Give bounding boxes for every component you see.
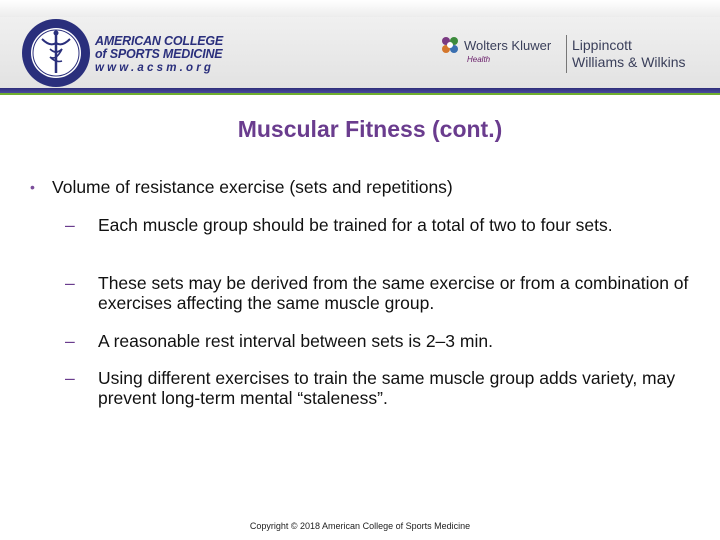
main-bullet-text: Volume of resistance exercise (sets and repetitions): [52, 177, 453, 197]
dash-marker: –: [65, 215, 75, 235]
header-accent-stripe: [0, 93, 720, 95]
acsm-url: www.acsm.org: [95, 62, 215, 74]
logo-divider: [566, 35, 567, 73]
wolters-kluwer-health: Health: [467, 55, 491, 64]
acsm-sports-medicine: SPORTS MEDICINE: [109, 47, 223, 61]
copyright-footer: Copyright © 2018 American College of Sports Medicine: [249, 521, 471, 531]
bullet-marker: •: [30, 179, 35, 195]
header-top-gradient: [0, 0, 720, 17]
acsm-name-line2: [95, 48, 245, 61]
wolters-kluwer-name: Wolters Kluwer: [464, 38, 552, 53]
subpoint-text: Each muscle group should be trained for a total of two to four sets.: [98, 215, 613, 235]
subpoint-text: A reasonable rest interval between sets is 2–3 min.: [98, 331, 493, 351]
dash-marker: –: [65, 273, 75, 293]
dash-marker: –: [65, 331, 75, 351]
lww-line2: Williams & Wilkins: [572, 54, 686, 70]
acsm-name-line1: AMERICAN COLLEGE: [95, 34, 224, 48]
wolters-kluwer-mark-icon: [440, 35, 460, 55]
subpoint-text: These sets may be derived from the same exercise or from a combination of exercises affecting the same muscle group.: [98, 273, 689, 313]
acsm-of: of: [95, 47, 107, 61]
acsm-wordmark: [95, 35, 245, 74]
subpoint-text: Using different exercises to train the same muscle group adds variety, may prevent long-term mental “staleness”.: [98, 368, 676, 408]
lww-line1: Lippincott: [572, 37, 632, 53]
acsm-seal-icon: [20, 17, 92, 89]
slide-title: Muscular Fitness (cont.): [237, 116, 503, 142]
dash-marker: –: [65, 368, 75, 388]
